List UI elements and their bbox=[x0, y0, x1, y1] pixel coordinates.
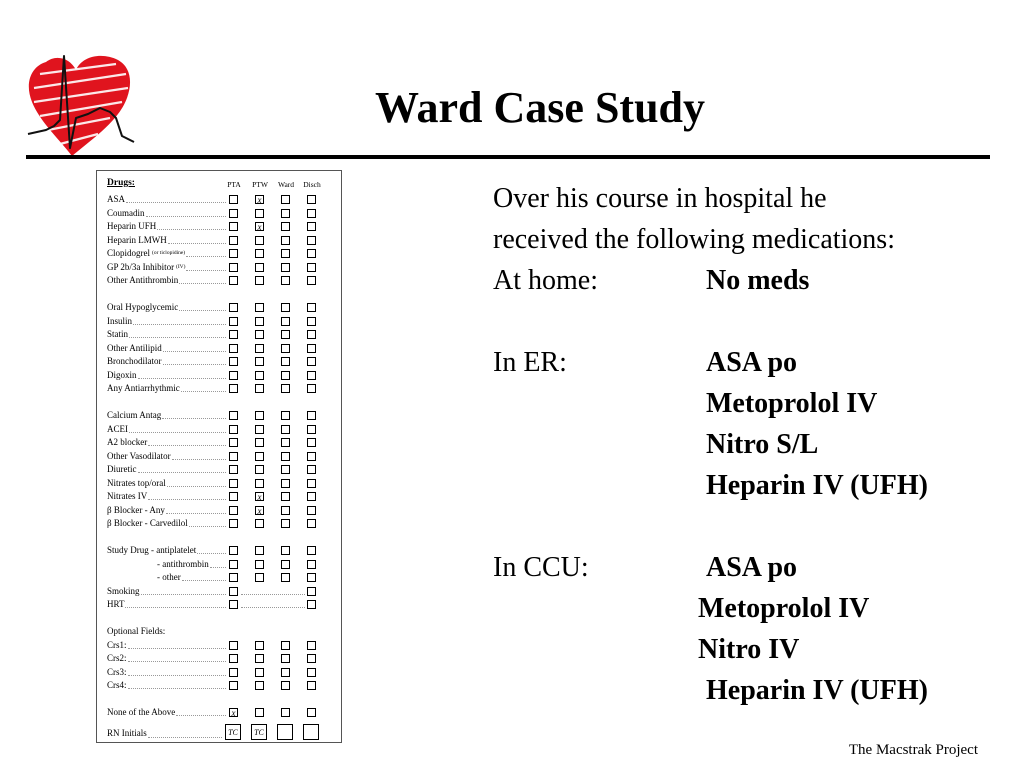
checkbox-pta[interactable] bbox=[229, 506, 238, 515]
checkbox-pta[interactable] bbox=[229, 209, 238, 218]
footer-credit: The Macstrak Project bbox=[848, 742, 978, 758]
checkbox-disch[interactable] bbox=[307, 492, 316, 501]
checkbox-ptw[interactable] bbox=[255, 263, 264, 272]
checkbox-pta[interactable] bbox=[229, 519, 238, 528]
drug-row bbox=[107, 558, 335, 572]
checkbox-pta[interactable] bbox=[229, 411, 238, 420]
checkbox-ward[interactable] bbox=[281, 384, 290, 393]
checkbox-pta[interactable] bbox=[229, 600, 238, 609]
checkbox-ptw[interactable] bbox=[255, 236, 264, 245]
checkbox-pta[interactable] bbox=[229, 357, 238, 366]
drug-label: Nitrates IV bbox=[107, 491, 148, 501]
heart-ecg-icon bbox=[26, 52, 140, 162]
checkbox-disch[interactable] bbox=[307, 236, 316, 245]
setting-label: In ER: bbox=[493, 347, 567, 378]
checkbox-ward[interactable] bbox=[281, 344, 290, 353]
drug-label: Heparin LMWH bbox=[107, 234, 167, 245]
medication-line bbox=[493, 260, 993, 301]
medication-item: Nitro S/L bbox=[706, 429, 819, 460]
medication-item: Heparin IV (UFH) bbox=[706, 675, 928, 706]
title-divider bbox=[26, 155, 990, 159]
drug-label: - antithrombin bbox=[157, 558, 209, 569]
dotted-leader bbox=[179, 310, 226, 311]
checkbox-ward[interactable] bbox=[281, 209, 290, 218]
drug-row bbox=[107, 274, 335, 288]
dotted-leader bbox=[241, 607, 305, 608]
dotted-leader bbox=[189, 526, 226, 527]
checkbox-disch[interactable] bbox=[307, 519, 316, 528]
checkbox-disch[interactable] bbox=[307, 276, 316, 285]
checkbox-pta[interactable] bbox=[229, 438, 238, 447]
checkbox-ptw[interactable] bbox=[255, 573, 264, 582]
checkbox-pta[interactable] bbox=[229, 330, 238, 339]
medication-line bbox=[493, 670, 993, 711]
intro-line bbox=[493, 219, 993, 260]
dotted-leader bbox=[129, 337, 226, 338]
drug-label: None of the Above bbox=[107, 707, 176, 717]
rn-initials-box[interactable] bbox=[277, 724, 293, 740]
medication-line bbox=[493, 588, 993, 629]
medication-item: Heparin IV (UFH) bbox=[706, 470, 928, 501]
checkbox-ptw[interactable] bbox=[255, 708, 264, 717]
checkbox-disch[interactable] bbox=[307, 654, 316, 663]
drug-row bbox=[107, 463, 335, 477]
checkbox-ward[interactable] bbox=[281, 654, 290, 663]
checkbox-ptw[interactable] bbox=[255, 249, 264, 258]
checkbox-ptw[interactable] bbox=[255, 519, 264, 528]
form-header bbox=[107, 177, 335, 193]
checkbox-ward[interactable] bbox=[281, 317, 290, 326]
checkbox-ward[interactable] bbox=[281, 249, 290, 258]
checkbox-ward[interactable] bbox=[281, 425, 290, 434]
drug-label: Coumadin bbox=[107, 207, 145, 218]
checkbox-disch[interactable] bbox=[307, 411, 316, 420]
drug-row bbox=[107, 639, 335, 653]
checkbox-disch[interactable] bbox=[307, 222, 316, 231]
blank-line bbox=[493, 506, 993, 547]
drug-row bbox=[107, 490, 335, 504]
dotted-leader bbox=[163, 364, 226, 365]
drug-label: Oral Hypoglycemic bbox=[107, 302, 179, 312]
drug-label: Smoking bbox=[107, 585, 140, 596]
drug-row bbox=[107, 382, 335, 396]
dotted-leader bbox=[186, 256, 226, 257]
checkbox-ptw[interactable] bbox=[255, 479, 264, 488]
checkbox-disch[interactable] bbox=[307, 573, 316, 582]
checkbox-pta[interactable] bbox=[229, 276, 238, 285]
group-spacer bbox=[107, 612, 335, 626]
checkbox-disch[interactable] bbox=[307, 249, 316, 258]
checkbox-ward[interactable] bbox=[281, 330, 290, 339]
dotted-leader bbox=[241, 594, 305, 595]
checkbox-ptw[interactable] bbox=[255, 317, 264, 326]
drug-row bbox=[107, 679, 335, 693]
setting-label: In CCU: bbox=[493, 552, 589, 583]
checkbox-disch[interactable] bbox=[307, 384, 316, 393]
checkbox-ptw[interactable] bbox=[255, 668, 264, 677]
checkbox-pta[interactable] bbox=[229, 573, 238, 582]
checkbox-ward[interactable] bbox=[281, 222, 290, 231]
checkbox-disch[interactable] bbox=[307, 195, 316, 204]
checkbox-ward[interactable] bbox=[281, 411, 290, 420]
drug-row bbox=[107, 355, 335, 369]
group-spacer bbox=[107, 531, 335, 545]
checkbox-ptw[interactable] bbox=[255, 641, 264, 650]
group-spacer bbox=[107, 693, 335, 707]
drug-label: Statin bbox=[107, 329, 129, 339]
dotted-leader bbox=[125, 607, 226, 608]
drug-row bbox=[107, 315, 335, 329]
medication-line bbox=[493, 342, 993, 383]
drug-row bbox=[107, 234, 335, 248]
checkbox-disch[interactable] bbox=[307, 344, 316, 353]
medication-summary bbox=[493, 178, 993, 711]
intro-text: received the following medications: bbox=[493, 224, 895, 255]
slide-title: Ward Case Study bbox=[374, 83, 706, 132]
checkbox-ward[interactable] bbox=[281, 641, 290, 650]
drug-row bbox=[107, 301, 335, 315]
dotted-leader bbox=[166, 513, 226, 514]
medication-form bbox=[96, 170, 342, 743]
checkbox-ward[interactable] bbox=[281, 357, 290, 366]
dotted-leader bbox=[148, 445, 226, 446]
checkbox-disch[interactable] bbox=[307, 317, 316, 326]
dotted-leader bbox=[128, 648, 226, 649]
dotted-leader bbox=[133, 324, 226, 325]
checkbox-ptw[interactable]: x bbox=[255, 195, 264, 204]
drug-row bbox=[107, 544, 335, 558]
checkbox-ptw[interactable] bbox=[255, 371, 264, 380]
drug-label: Nitrates top/oral bbox=[107, 477, 166, 488]
checkbox-ptw[interactable] bbox=[255, 209, 264, 218]
drug-label: Study Drug - antiplatelet bbox=[107, 545, 197, 555]
drug-label: A2 blocker bbox=[107, 437, 148, 447]
medication-item: Metoprolol IV bbox=[698, 593, 870, 624]
drug-row bbox=[107, 706, 335, 720]
dotted-leader bbox=[129, 432, 226, 433]
checkbox-ptw[interactable] bbox=[255, 546, 264, 555]
dotted-leader bbox=[146, 216, 226, 217]
checkbox-pta[interactable] bbox=[229, 317, 238, 326]
drug-label: Other Antilipid bbox=[107, 342, 162, 353]
checkbox-pta[interactable] bbox=[229, 384, 238, 393]
medication-item: No meds bbox=[706, 265, 810, 296]
checkbox-ward[interactable] bbox=[281, 681, 290, 690]
checkbox-pta[interactable] bbox=[229, 479, 238, 488]
checkbox-disch[interactable] bbox=[307, 371, 316, 380]
checkbox-disch[interactable] bbox=[307, 357, 316, 366]
drug-row bbox=[107, 585, 335, 599]
dotted-leader bbox=[167, 486, 226, 487]
checkbox-disch[interactable] bbox=[307, 600, 316, 609]
rn-initials-box[interactable]: TC bbox=[251, 724, 267, 740]
dotted-leader bbox=[126, 202, 226, 203]
drug-row bbox=[107, 571, 335, 585]
drug-label: Diuretic bbox=[107, 464, 137, 474]
dotted-leader bbox=[141, 594, 226, 595]
column-pta: PTA bbox=[227, 180, 241, 189]
drug-row bbox=[107, 625, 335, 639]
drug-row bbox=[107, 369, 335, 383]
drug-row bbox=[107, 409, 335, 423]
drug-label: Other Antithrombin bbox=[107, 275, 179, 285]
checkbox-ward[interactable] bbox=[281, 560, 290, 569]
drug-row bbox=[107, 504, 335, 518]
rn-initials-box[interactable]: TC bbox=[225, 724, 241, 740]
medication-line bbox=[493, 383, 993, 424]
checkbox-ptw[interactable]: x bbox=[255, 492, 264, 501]
drug-label: Crs1: bbox=[107, 639, 127, 650]
checkbox-ptw[interactable] bbox=[255, 465, 264, 474]
drugs-label: Drugs: bbox=[107, 178, 135, 188]
drug-label: Heparin UFH bbox=[107, 221, 157, 231]
checkbox-disch[interactable] bbox=[307, 263, 316, 272]
checkbox-ward[interactable] bbox=[281, 438, 290, 447]
checkbox-pta[interactable] bbox=[229, 492, 238, 501]
drug-label: β Blocker - Carvedilol bbox=[107, 518, 188, 528]
drug-label: Insulin bbox=[107, 315, 133, 326]
drug-row bbox=[107, 207, 335, 221]
checkbox-ward[interactable] bbox=[281, 519, 290, 528]
drug-label: Calcium Antag bbox=[107, 410, 162, 420]
checkbox-ward[interactable] bbox=[281, 452, 290, 461]
checkbox-pta[interactable] bbox=[229, 465, 238, 474]
checkbox-ward[interactable] bbox=[281, 708, 290, 717]
drug-label: Crs4: bbox=[107, 680, 127, 690]
medication-item: ASA po bbox=[706, 552, 798, 583]
checkbox-ptw[interactable] bbox=[255, 452, 264, 461]
checkbox-disch[interactable] bbox=[307, 303, 316, 312]
dotted-leader bbox=[181, 391, 226, 392]
checkbox-ward[interactable] bbox=[281, 506, 290, 515]
drug-label: ACEI bbox=[107, 423, 128, 434]
checkbox-disch[interactable] bbox=[307, 452, 316, 461]
checkbox-pta[interactable] bbox=[229, 371, 238, 380]
checkbox-ptw[interactable] bbox=[255, 276, 264, 285]
dotted-leader bbox=[210, 567, 226, 568]
checkbox-ward[interactable] bbox=[281, 236, 290, 245]
dotted-leader bbox=[176, 715, 226, 716]
drug-row bbox=[107, 450, 335, 464]
medication-line bbox=[493, 465, 993, 506]
checkbox-ptw[interactable] bbox=[255, 384, 264, 393]
rn-initials-box[interactable] bbox=[303, 724, 319, 740]
checkbox-ward[interactable] bbox=[281, 303, 290, 312]
drug-row bbox=[107, 652, 335, 666]
checkbox-ptw[interactable]: x bbox=[255, 222, 264, 231]
checkbox-disch[interactable] bbox=[307, 479, 316, 488]
checkbox-disch[interactable] bbox=[307, 438, 316, 447]
drug-label: - other bbox=[157, 572, 181, 582]
intro-text: Over his course in hospital he bbox=[493, 183, 827, 214]
drug-row bbox=[107, 220, 335, 234]
checkbox-disch[interactable] bbox=[307, 546, 316, 555]
checkbox-ward[interactable] bbox=[281, 668, 290, 677]
dotted-leader bbox=[157, 229, 226, 230]
checkbox-disch[interactable] bbox=[307, 425, 316, 434]
column-ptw: PTW bbox=[252, 180, 268, 189]
checkbox-pta[interactable]: x bbox=[229, 708, 238, 717]
column-disch: Disch bbox=[303, 180, 321, 189]
checkbox-disch[interactable] bbox=[307, 465, 316, 474]
rn-initials-row bbox=[107, 724, 335, 746]
checkbox-disch[interactable] bbox=[307, 587, 316, 596]
drug-row bbox=[107, 328, 335, 342]
drug-row bbox=[107, 477, 335, 491]
checkbox-pta[interactable] bbox=[229, 195, 238, 204]
dotted-leader bbox=[179, 283, 226, 284]
checkbox-ptw[interactable] bbox=[255, 681, 264, 690]
rn-initials-label: RN Initials bbox=[107, 727, 147, 738]
checkbox-disch[interactable] bbox=[307, 506, 316, 515]
setting-label: At home: bbox=[493, 265, 598, 296]
medication-line bbox=[493, 629, 993, 670]
drug-label: ASA bbox=[107, 194, 126, 204]
checkbox-ward[interactable] bbox=[281, 371, 290, 380]
checkbox-pta[interactable] bbox=[229, 425, 238, 434]
dotted-leader bbox=[182, 580, 226, 581]
checkbox-pta[interactable] bbox=[229, 222, 238, 231]
medication-line bbox=[493, 547, 993, 588]
column-ward: Ward bbox=[277, 180, 295, 189]
checkbox-ptw[interactable] bbox=[255, 654, 264, 663]
checkbox-disch[interactable] bbox=[307, 330, 316, 339]
checkbox-pta[interactable] bbox=[229, 641, 238, 650]
dotted-leader bbox=[128, 661, 226, 662]
dotted-leader bbox=[148, 499, 226, 500]
dotted-leader bbox=[138, 472, 226, 473]
checkbox-ptw[interactable] bbox=[255, 303, 264, 312]
drug-label: Digoxin bbox=[107, 369, 137, 380]
drug-row bbox=[107, 666, 335, 680]
dotted-leader bbox=[128, 688, 226, 689]
checkbox-pta[interactable] bbox=[229, 681, 238, 690]
dotted-leader bbox=[128, 675, 226, 676]
drug-label: HRT bbox=[107, 599, 125, 609]
checkbox-ptw[interactable] bbox=[255, 344, 264, 353]
blank-line bbox=[493, 301, 993, 342]
drug-label: Any Antiarrhythmic bbox=[107, 383, 180, 393]
checkbox-ward[interactable] bbox=[281, 195, 290, 204]
medication-item: ASA po bbox=[706, 347, 798, 378]
checkbox-ptw[interactable] bbox=[255, 560, 264, 569]
dotted-leader bbox=[197, 553, 226, 554]
drug-row bbox=[107, 436, 335, 450]
drug-label: Other Vasodilator bbox=[107, 450, 171, 461]
drug-row bbox=[107, 517, 335, 531]
checkbox-ward[interactable] bbox=[281, 276, 290, 285]
checkbox-ward[interactable] bbox=[281, 465, 290, 474]
dotted-leader bbox=[163, 351, 226, 352]
section-label: Optional Fields: bbox=[107, 626, 166, 636]
checkbox-disch[interactable] bbox=[307, 560, 316, 569]
dotted-leader bbox=[138, 378, 226, 379]
checkbox-ward[interactable] bbox=[281, 546, 290, 555]
dotted-leader bbox=[186, 270, 226, 271]
medication-form-body bbox=[107, 177, 335, 746]
drug-label: Bronchodilator bbox=[107, 356, 162, 366]
checkbox-pta[interactable] bbox=[229, 587, 238, 596]
checkbox-ward[interactable] bbox=[281, 479, 290, 488]
checkbox-disch[interactable] bbox=[307, 681, 316, 690]
dotted-leader bbox=[148, 737, 222, 738]
checkbox-disch[interactable] bbox=[307, 708, 316, 717]
checkbox-pta[interactable] bbox=[229, 546, 238, 555]
intro-line bbox=[493, 178, 993, 219]
medication-item: Metoprolol IV bbox=[706, 388, 878, 419]
checkbox-pta[interactable] bbox=[229, 560, 238, 569]
checkbox-pta[interactable] bbox=[229, 303, 238, 312]
checkbox-ward[interactable] bbox=[281, 573, 290, 582]
medication-line bbox=[493, 424, 993, 465]
checkbox-disch[interactable] bbox=[307, 668, 316, 677]
checkbox-pta[interactable] bbox=[229, 344, 238, 353]
checkbox-ptw[interactable]: x bbox=[255, 506, 264, 515]
checkbox-ptw[interactable] bbox=[255, 425, 264, 434]
drug-label: β Blocker - Any bbox=[107, 504, 165, 515]
dotted-leader bbox=[168, 243, 226, 244]
drug-label: Clopidogrel bbox=[107, 248, 150, 258]
drug-label: Crs3: bbox=[107, 666, 127, 677]
checkbox-disch[interactable] bbox=[307, 641, 316, 650]
drug-label: GP 2b/3a Inhibitor bbox=[107, 261, 175, 272]
group-spacer bbox=[107, 396, 335, 410]
checkbox-ptw[interactable] bbox=[255, 411, 264, 420]
checkbox-pta[interactable] bbox=[229, 668, 238, 677]
drug-row bbox=[107, 247, 335, 261]
dotted-leader bbox=[162, 418, 226, 419]
checkbox-pta[interactable] bbox=[229, 654, 238, 663]
checkbox-pta[interactable] bbox=[229, 452, 238, 461]
checkbox-ptw[interactable] bbox=[255, 357, 264, 366]
drug-row bbox=[107, 423, 335, 437]
dotted-leader bbox=[172, 459, 226, 460]
drug-row bbox=[107, 193, 335, 207]
checkbox-ptw[interactable] bbox=[255, 330, 264, 339]
checkbox-pta[interactable] bbox=[229, 236, 238, 245]
drug-row bbox=[107, 342, 335, 356]
group-spacer bbox=[107, 288, 335, 302]
checkbox-ptw[interactable] bbox=[255, 438, 264, 447]
checkbox-disch[interactable] bbox=[307, 209, 316, 218]
drug-row bbox=[107, 598, 335, 612]
medication-item: Nitro IV bbox=[698, 634, 800, 665]
checkbox-ward[interactable] bbox=[281, 492, 290, 501]
checkbox-pta[interactable] bbox=[229, 249, 238, 258]
drug-note: (IV) bbox=[176, 263, 186, 270]
drug-row bbox=[107, 261, 335, 275]
drug-label: Crs2: bbox=[107, 653, 127, 663]
drug-note: (or ticlopidine) bbox=[152, 250, 186, 256]
checkbox-pta[interactable] bbox=[229, 263, 238, 272]
checkbox-ward[interactable] bbox=[281, 263, 290, 272]
